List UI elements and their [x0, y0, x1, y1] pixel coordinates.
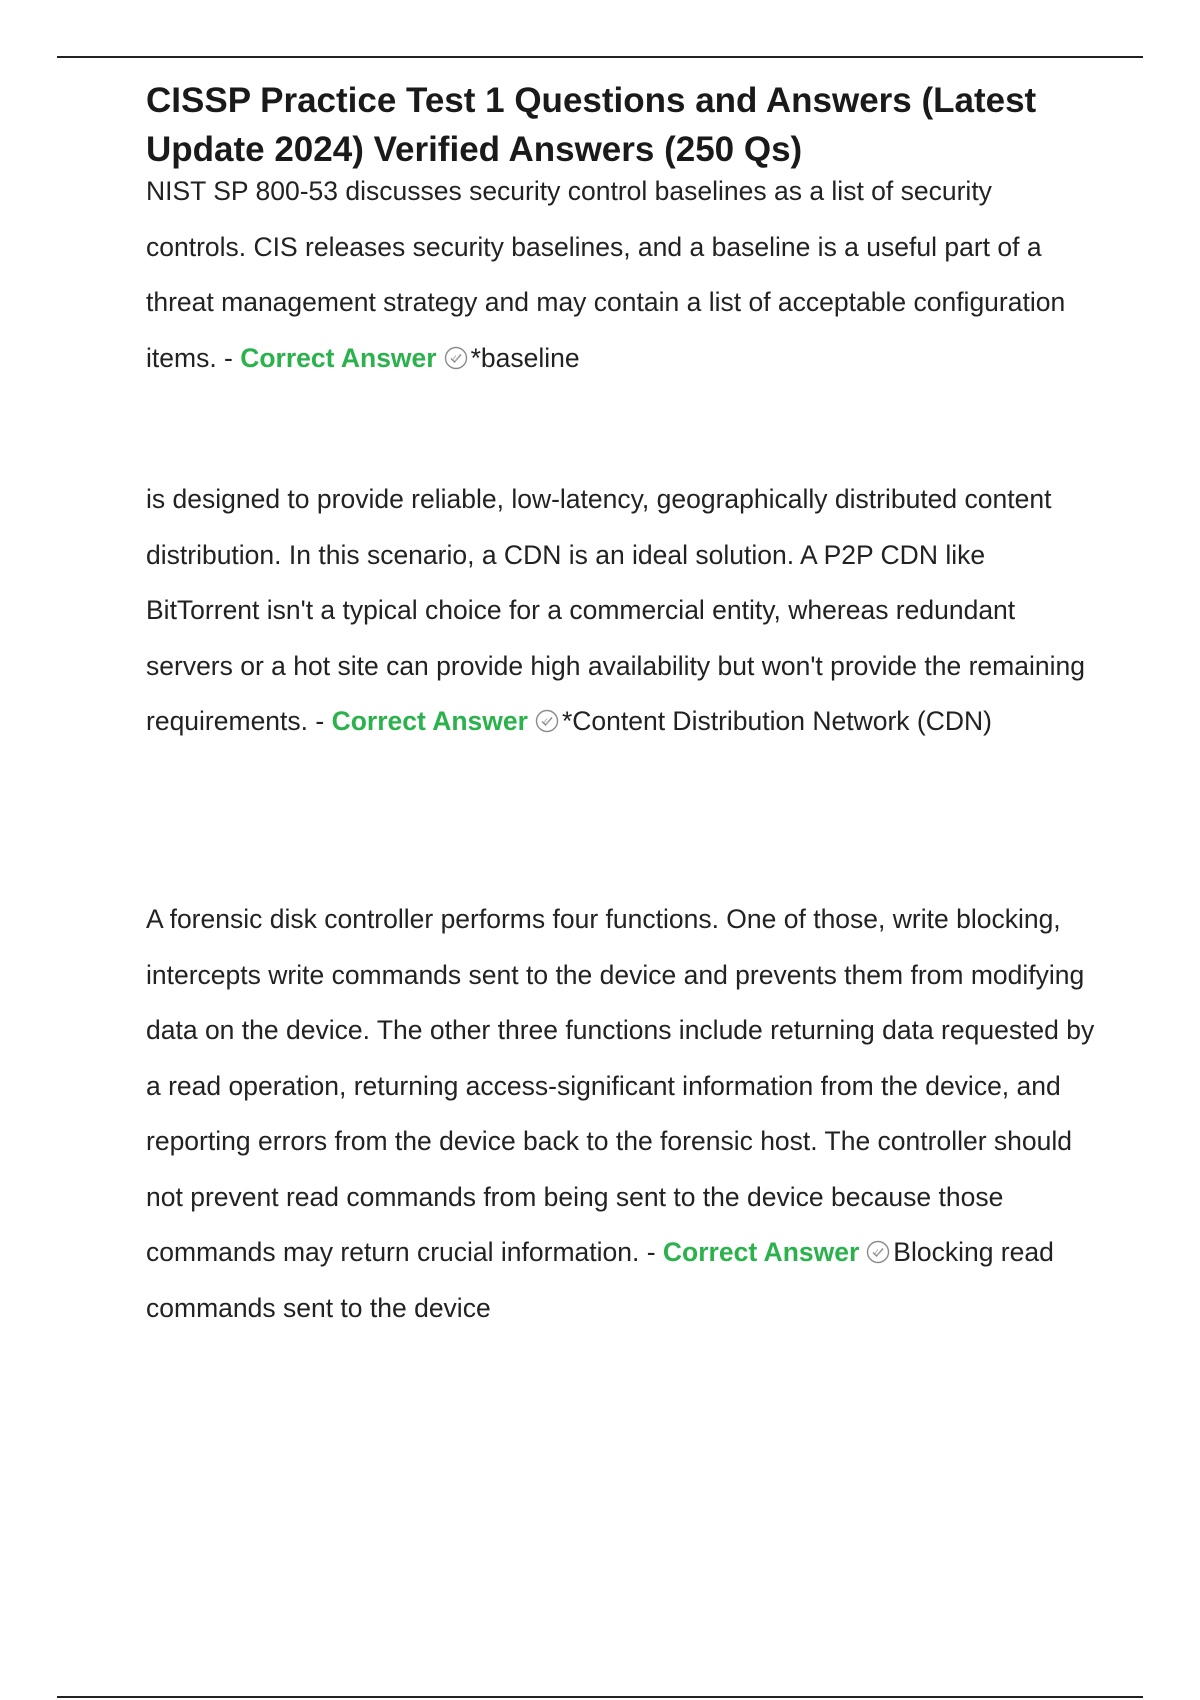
document-title: CISSP Practice Test 1 Questions and Answers (Latest Update 2024) Verified Answers (250 Qs): [146, 81, 1037, 169]
question-text: A forensic disk controller performs four functions. One of those, write blocking, intercepts write commands sent to the device and prevents them from modifying data on the device. The other three functions include returning data requested by a read operation, returning access-significant information from the device, and reporting errors from the device back to the forensic host. The controller should not prevent read commands from being sent to the device because those commands may return crucial information. -: [146, 904, 1095, 1267]
check-circle-icon: [443, 345, 469, 371]
answer-text: *baseline: [470, 342, 580, 373]
qa-item: [146, 472, 1096, 750]
check-circle-icon: [865, 1239, 891, 1265]
answer-text: *Content Distribution Network (CDN): [561, 706, 992, 736]
correct-answer-label: Correct Answer: [331, 706, 528, 736]
qa-item: [146, 892, 1096, 1336]
check-circle-icon: [534, 708, 560, 734]
question-text: is designed to provide reliable, low-latency, geographically distributed content distribution. In this scenario, a CDN is an ideal solution. A P2P CDN like BitTorrent isn't a typical choice for a commercial entity, whereas redundant servers or a hot site can provide high availability but won't provide the remaining requirements. -: [146, 484, 1085, 736]
correct-answer-label: Correct Answer: [240, 342, 437, 373]
question-text: NIST SP 800-53 discusses security control baselines as a list of security controls. CIS releases security baselines, and a baseline is a useful part of a threat management strategy and may contain a list of acceptable configuration items. -: [146, 176, 1066, 373]
qa-item: [146, 164, 1096, 386]
bottom-rule: [57, 1696, 1143, 1698]
correct-answer-label: Correct Answer: [662, 1237, 860, 1267]
answer-text: Blocking read commands sent to the device: [146, 1237, 1054, 1323]
top-rule: [57, 56, 1143, 58]
